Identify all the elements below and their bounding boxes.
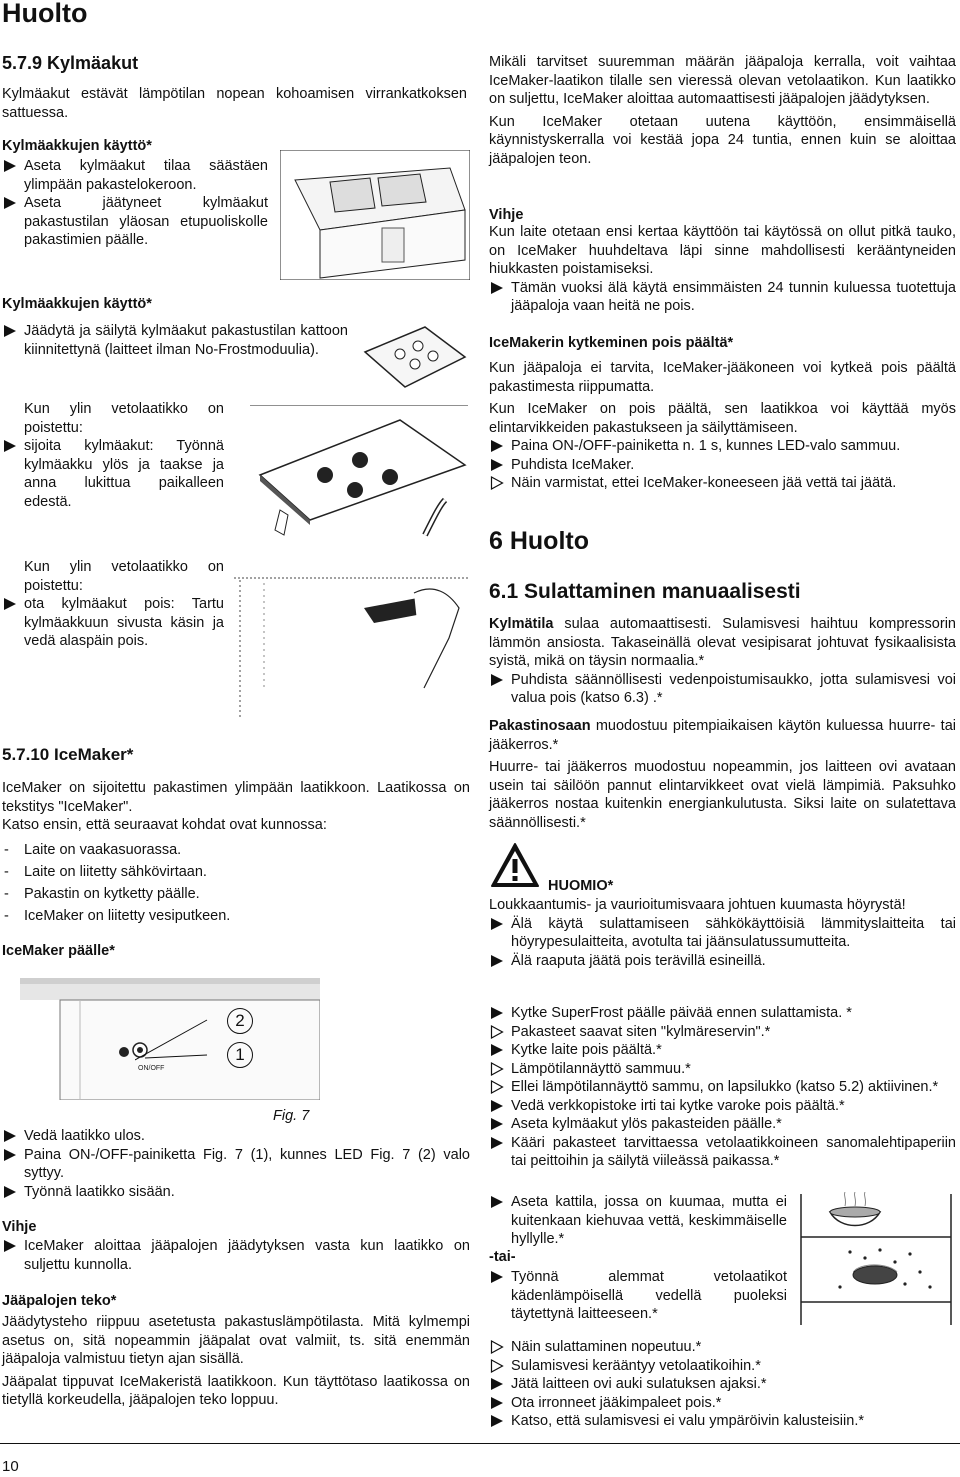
list-item: Kääri pakasteet tarvittaessa vetolaatikkoineen sanomalehtipaperiin tai peittoihin ja säilytä viileässä paikassa.* <box>489 1134 956 1171</box>
pakastin-paragraph <box>489 717 956 754</box>
pakastin-lead: Pakastinosaan <box>489 718 591 734</box>
list-item: Vedä laatikko ulos. <box>2 1127 470 1146</box>
huomio-block <box>489 896 956 970</box>
use2-list <box>2 322 348 359</box>
huomio-heading: HUOMIO* <box>548 878 614 894</box>
final-list <box>489 1338 956 1431</box>
ice-pack-illustration <box>360 322 470 392</box>
warning-icon <box>490 842 540 888</box>
list-item: Älä raaputa jäätä pois terävillä esineillä. <box>489 952 956 971</box>
drawer2-intro: Kun ylin vetolaatikko on poistettu: <box>24 559 224 594</box>
list-item: Jätä laitteen ovi auki sulatuksen ajaksi.* <box>489 1375 956 1394</box>
result-arrow-icon <box>490 1062 504 1076</box>
fig7-caption: Fig. 7 <box>273 1108 310 1124</box>
list-item: IceMaker aloittaa jääpalojen jäädytyksen vasta kun laatikko on suljettu kunnolla. <box>2 1237 470 1274</box>
use2-heading: Kylmäakkujen käyttö* <box>2 296 152 312</box>
drawer1-block <box>2 400 224 511</box>
kylmatila-lead: Kylmätila <box>489 616 554 632</box>
fig7-callout-2: 2 <box>227 1008 253 1034</box>
vihje-heading-left: Vihje <box>2 1219 37 1235</box>
list-item: Aseta kylmäakut ylös pakasteiden päälle.* <box>489 1115 956 1134</box>
result-arrow-icon <box>490 1359 504 1373</box>
section-5-7-10-body <box>2 779 470 927</box>
list-item: Tämän vuoksi älä käytä ensimmäisten 24 tunnin kuluessa tuotettuja jääpaloja vaan heitä ne pois. <box>489 279 956 316</box>
result-arrow-icon <box>490 1025 504 1039</box>
section-5-7-9-title: 5.7.9 Kylmäakut <box>2 53 139 73</box>
drawer1-intro: Kun ylin vetolaatikko on poistettu: <box>24 401 224 436</box>
list-item: Paina ON-/OFF-painiketta Fig. 7 (1), kunnes LED Fig. 7 (2) valo syttyy. <box>2 1146 470 1183</box>
section-5-7-9-intro: Kylmäakut estävät lämpötilan nopean kohoamisen virrankatkoksen sattuessa. <box>2 86 467 121</box>
result-text: Näin varmistat, ettei IceMaker-koneeseen jää vettä tai jäätä. <box>511 475 897 491</box>
kylmatila-paragraph <box>489 615 956 671</box>
kattila-list <box>489 1193 787 1249</box>
fig7-callout-1: 1 <box>227 1042 253 1068</box>
tai-label: -tai- <box>489 1249 516 1265</box>
result-item <box>489 1023 956 1042</box>
ice-pack-ceiling-insert-illustration <box>240 405 468 540</box>
defrost-fridge-illustration <box>795 1192 957 1327</box>
icemaker-on-heading: IceMaker päälle* <box>2 943 115 959</box>
icemaker-off-paragraph-2: Kun IceMaker on pois päältä, sen laatikkoa voi käyttää myös elintarvikkeiden pakastukseen ja säilyttämiseen. <box>489 401 956 436</box>
icemaker-off-paragraph-1: Kun jääpaloja ei tarvita, IceMaker-jääkoneen voi kytkeä pois päältä pakastimesta riippumatta. <box>489 360 956 395</box>
list-item: Puhdista IceMaker. <box>489 456 956 475</box>
jaapalojen-paragraph-1: Jäädytysteho riippuu asetetusta pakastuslämpötilasta. Mitä kylmempi asetus on, sitä nopeammin jääpalat ovat valmiit, ts. sitä enemmän jääpaloja valmistuu tietyn ajan sisällä. <box>2 1314 470 1367</box>
list-item: Puhdista säännöllisesti vedenpoistumisaukko, jotta sulamisvesi voi valua pois (katso 6.3) .* <box>489 671 956 708</box>
vihje-right-block <box>489 223 956 316</box>
list-item: Työnnä laatikko sisään. <box>2 1183 470 1202</box>
result-text: Lämpötilannäyttö sammuu.* <box>511 1060 691 1077</box>
ice-pack-removal-illustration <box>234 568 470 723</box>
result-text: Ellei lämpötilannäyttö sammu, on lapsilukko (katso 5.2) aktiivinen.* <box>511 1079 939 1095</box>
use1-list <box>2 157 268 250</box>
result-arrow-icon <box>490 1080 504 1094</box>
list-item: - IceMaker on liitetty vesiputkeen. <box>2 905 470 927</box>
pakastin-block <box>489 717 956 832</box>
s5710-paragraph-2: Katso ensin, että seuraavat kohdat ovat kunnossa: <box>2 817 327 833</box>
vihje-heading-right: Vihje <box>489 207 524 223</box>
result-item <box>489 474 956 493</box>
icemaker-off-heading: IceMakerin kytkeminen pois päältä* <box>489 335 734 351</box>
right-intro <box>489 53 956 168</box>
list-item: Ota irronneet jääkimpaleet pois.* <box>489 1394 956 1413</box>
icemaker-steps <box>2 1127 470 1201</box>
jaapalojen-body <box>2 1313 470 1410</box>
list-item: - Pakastin on kytketty päälle. <box>2 883 470 905</box>
list-item: Aseta jäätyneet kylmäakut pakastustilan yläosan etupuoliskolle pakastimien päälle. <box>2 194 268 250</box>
page-number: 10 <box>2 1458 19 1475</box>
list-item: ota kylmäakut pois: Tartu kylmäakkuun sivusta käsin ja vedä alaspäin pois. <box>2 595 224 651</box>
kylmatila-text: sulaa automaattisesti. Sulamisvesi haihtuu kompressorin lämmön ansiosta. Takaseinällä olevat vesipisarat johtuvat fysikaalisista syistä, mikä on täysin normaalia.* <box>489 616 956 669</box>
page-title: Huolto <box>2 0 88 28</box>
list-item: Vedä verkkopistoke irti tai kytke varoke pois päältä.* <box>489 1097 956 1116</box>
list-item: Kytke laite pois päältä.* <box>489 1041 956 1060</box>
jaapalojen-paragraph-2: Jääpalat tippuvat IceMakeristä laatikkoon. Kun täyttötaso laatikossa on tietyllä korkeudella, jääpalojen teko loppuu. <box>2 1373 470 1408</box>
defrost-list <box>489 1004 956 1171</box>
pakastin-text: muodostuu pitempiaikaisen käytön kuluessa huurre- tai jääkerros.* <box>489 718 956 753</box>
result-arrow-icon <box>490 476 504 490</box>
result-text: Sulamisvesi kerääntyy vetolaatikoihin.* <box>511 1357 761 1374</box>
vihje-left-list <box>2 1237 470 1274</box>
list-item: Älä käytä sulattamiseen sähkökäyttöisiä lämmityslaitteita tai höyrypesulaitteita, avotulta tai jäänsulatussumutteita. <box>489 915 956 952</box>
drawer2-block <box>2 558 224 651</box>
section-5-7-10-title: 5.7.10 IceMaker* <box>2 745 134 764</box>
section-6-1-title: 6.1 Sulattaminen manuaalisesti <box>489 580 801 603</box>
list-item: sijoita kylmäakut: Työnnä kylmäakku ylös ja taakse ja anna lukittua paikalleen edestä. <box>2 437 224 511</box>
huurre-paragraph: Huurre- tai jääkerros muodostuu nopeammin, jos laitteen ovi avataan usein tai säilöön pannut elintarvikkeet ovat vielä lämpimiä. Paksuhko jääkerros nostaa kuitenkin energiankulutusta. Siksi laite on sulatettava säännöllisesti.* <box>489 759 956 831</box>
icemaker-off-block <box>489 359 956 493</box>
list-item: Paina ON-/OFF-painiketta n. 1 s, kunnes LED-valo sammuu. <box>489 437 956 456</box>
jaapalojen-heading: Jääpalojen teko* <box>2 1293 117 1309</box>
result-item <box>489 1060 956 1079</box>
right-paragraph-1: Mikäli tarvitset suuremman määrän jääpaloja kerralla, voit vaihtaa IceMaker-laatikon tilalle sen vieressä olevan vetolaatikon. Kun laatikko on suljettu, IceMaker aloittaa automaattisesti jääpalojen jäädytyksen. <box>489 54 956 107</box>
right-paragraph-2: Kun IceMaker otetaan uutena käyttöön, ensimmäisellä käynnistyskerralla voi kestää jopa 24 tuntia, ennen kuin se aloittaa jääpalojen teon. <box>489 113 956 167</box>
list-item: Aseta kylmäakut tilaa säästäen ylimpään pakastelokeroon. <box>2 157 268 194</box>
tai-list <box>489 1268 787 1324</box>
result-text: Näin sulattaminen nopeutuu.* <box>511 1339 702 1355</box>
s5710-paragraph-1: IceMaker on sijoitettu pakastimen ylimpään laatikkoon. Laatikossa on tekstitys "IceMaker". <box>2 780 470 815</box>
list-item: Katso, että sulamisvesi ei valu ympäröivin kalusteisiin.* <box>489 1412 956 1431</box>
result-arrow-icon <box>490 1340 504 1354</box>
result-text: Pakasteet saavat siten "kylmäreservin".* <box>511 1023 771 1040</box>
result-item <box>489 1338 956 1357</box>
kylmatila-block <box>489 615 956 708</box>
section-6-title: 6 Huolto <box>489 527 589 555</box>
list-item: - Laite on vaakasuorassa. <box>2 839 470 861</box>
list-item: Aseta kattila, jossa on kuumaa, mutta ei kuitenkaan kiehuvaa vettä, keskimmäiselle hyllylle.* <box>489 1193 787 1249</box>
list-item: Jäädytä ja säilytä kylmäakut pakastustilan kattoon kiinnitettynä (laitteet ilman No-Frostmoduulia). <box>2 322 348 359</box>
use1-heading: Kylmäakkujen käyttö* <box>2 138 152 154</box>
list-item: Työnnä alemmat vetolaatikot kädenlämpöisellä vedellä puoleksi täytettynä laitteeseen.* <box>489 1268 787 1324</box>
vihje-right-paragraph: Kun laite otetaan ensi kertaa käyttöön tai käytössä on ollut pitkä tauko, on IceMaker huuhdeltava läpi sinne mahdollisesti kerääntyneiden hiukkasten poistamiseksi. <box>489 224 956 277</box>
result-item <box>489 1357 956 1376</box>
list-item: - Laite on liitetty sähkövirtaan. <box>2 861 470 883</box>
fig7-onoff-label: ON/OFF <box>138 1065 165 1072</box>
list-item: Kytke SuperFrost päälle päivää ennen sulattamista. * <box>489 1004 956 1023</box>
huomio-text: Loukkaantumis- ja vaurioitumisvaara johtuen kuumasta höyrystä! <box>489 897 906 913</box>
footer-rule <box>0 1443 960 1444</box>
ice-packs-drawer-illustration <box>280 150 470 280</box>
result-item <box>489 1078 956 1097</box>
